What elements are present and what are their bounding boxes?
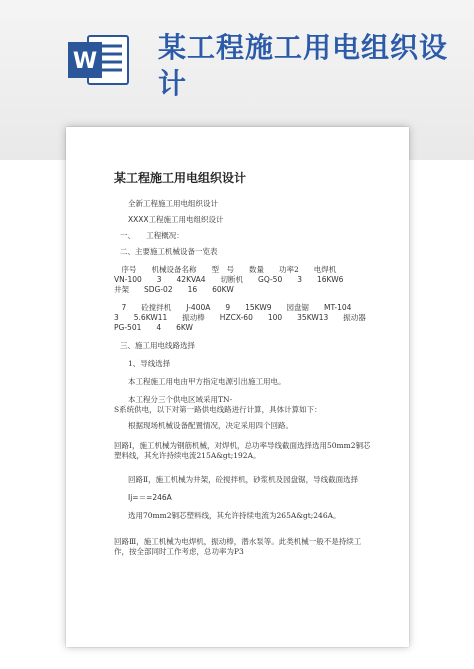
doc-line: 1、导线选择 [128, 359, 171, 368]
doc-line: 序号 机械设备名称 型 号 数量 功率2 电焊机 [114, 265, 337, 274]
doc-line: 根据现场机械设备配置情况，决定采用四个回路。 [128, 421, 293, 430]
doc-line: 回路Ⅱ，施工机械为井架，砼搅拌机，砂浆机及园盘锯，导线截面选择 [128, 475, 359, 484]
doc-line: XXXX工程施工用电组织设计 [128, 215, 224, 224]
doc-line: 3 5.6KW11 振动棒 HZCX-60 100 35KW13 振动器 [114, 313, 366, 322]
doc-line: 7 砼搅拌机 J-400A 9 15KW9 园盘锯 MT-104 [114, 303, 352, 312]
doc-line: Ij=＝=246A [128, 493, 172, 502]
doc-line: 回路Ⅰ，施工机械为钢筋机械，对焊机，总功率导线截面选择选用50mm2铜芯塑料线，其允许持续电流215A&gt;192A。 [114, 441, 371, 460]
page-title: 某工程施工用电组织设计 [158, 31, 449, 100]
doc-line: 回路Ⅲ，施工机械为电焊机，振动棒，潜水泵等。此类机械一般不是持续工作，按全部同时工作考虑，总功率为P3 [114, 537, 362, 556]
doc-line: 本工程施工用电由甲方指定电源引出施工用电。 [128, 377, 286, 386]
doc-line: S系统供电，以下对第一路供电线路进行计算，具体计算如下： [114, 405, 322, 414]
doc-line: 本工程分三个供电区域采用TN- [128, 395, 233, 404]
doc-line: 二、主要施工机械设备一览表 [120, 247, 218, 256]
doc-line: 三、施工用电线路选择 [120, 341, 195, 350]
doc-line: PG-501 4 6KW [114, 323, 193, 332]
doc-line: 一、 工程概况： [120, 231, 184, 240]
document-page [66, 127, 409, 647]
doc-line: 选用70mm2铜芯塑料线，其允许持续电流为265A&gt;246A。 [128, 511, 341, 520]
word-document-icon [66, 32, 134, 88]
document-title: 某工程施工用电组织设计 [114, 171, 247, 185]
doc-line: 井架 SDG-02 16 60KW [114, 285, 234, 294]
word-icon-letter: W [72, 49, 98, 74]
doc-line: VN-100 3 42KVA4 切断机 GQ-50 3 16KW6 [114, 275, 344, 284]
doc-line: 全新工程施工用电组织设计 [128, 199, 218, 208]
